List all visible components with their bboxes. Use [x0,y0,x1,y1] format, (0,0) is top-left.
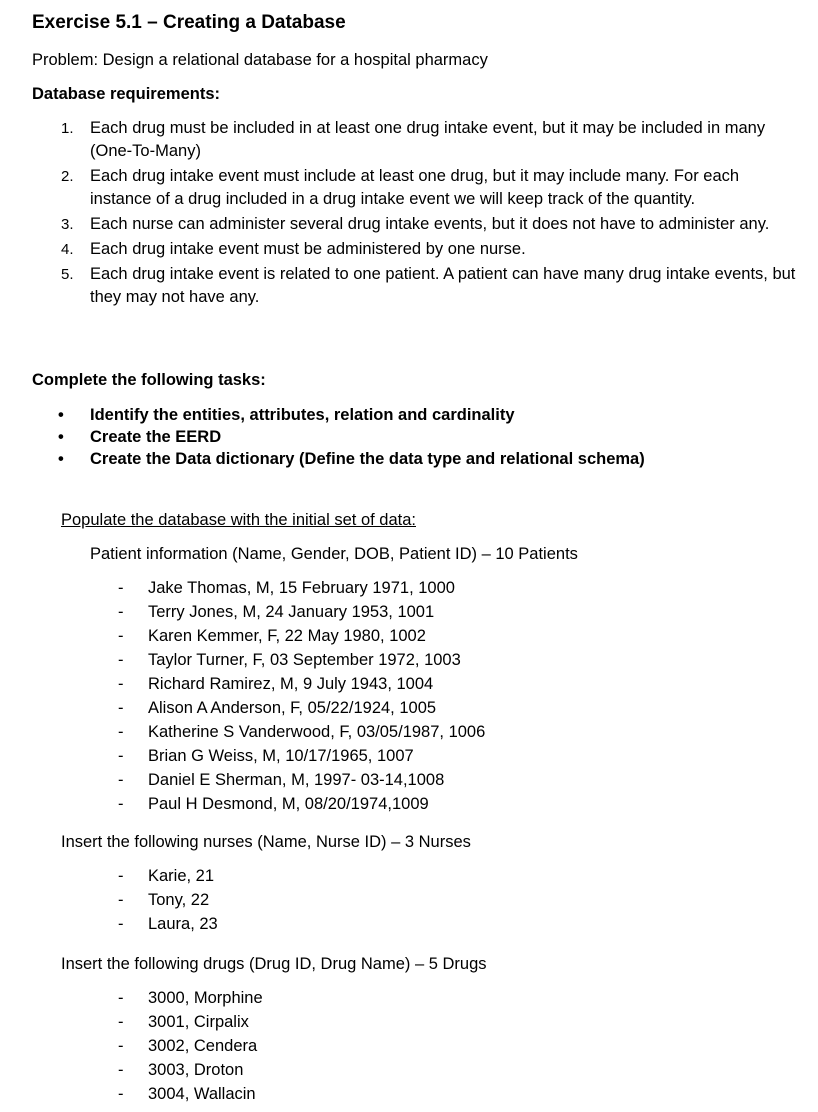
requirement-text: Each drug must be included in at least one drug intake event, but it may be included in many (One-To-Many) [90,119,766,160]
patient-text: Jake Thomas, M, 15 February 1971, 1000 [148,579,455,597]
nurse-item [0,889,700,911]
requirement-number: 2. [61,168,74,185]
drug-text: 3003, Droton [148,1061,244,1079]
patient-item [0,601,700,623]
dash-icon: - [118,1061,124,1079]
patient-item [0,673,700,695]
nurse-text: Laura, 23 [148,915,218,933]
requirement-item [0,213,800,236]
nurses-list [0,865,700,937]
dash-icon: - [118,651,124,669]
drugs-list [0,987,700,1107]
dash-icon: - [118,1013,124,1031]
task-text: Create the Data dictionary (Define the data type and relational schema) [90,450,645,468]
dash-icon: - [118,867,124,885]
tasks-heading: Complete the following tasks: [32,371,266,389]
patient-text: Katherine S Vanderwood, F, 03/05/1987, 1006 [148,723,486,741]
patient-item [0,793,700,815]
nurse-item [0,865,700,887]
drug-text: 3001, Cirpalix [148,1013,249,1031]
drug-text: 3004, Wallacin [148,1085,256,1103]
dash-icon: - [118,1085,124,1103]
task-item [0,404,800,426]
bullet-icon: • [58,406,64,424]
task-text: Identify the entities, attributes, relation and cardinality [90,406,515,424]
nurse-item [0,913,700,935]
dash-icon: - [118,989,124,1007]
page-title: Exercise 5.1 – Creating a Database [32,12,346,33]
patient-text: Brian G Weiss, M, 10/17/1965, 1007 [148,747,414,765]
requirement-number: 3. [61,216,74,233]
dash-icon: - [118,603,124,621]
patient-text: Daniel E Sherman, M, 1997- 03-14,1008 [148,771,445,789]
bullet-icon: • [58,450,64,468]
dash-icon: - [118,1037,124,1055]
drug-item [0,1059,700,1081]
requirement-number: 4. [61,241,74,258]
patient-item [0,577,700,599]
task-item [0,426,800,448]
drug-text: 3000, Morphine [148,989,263,1007]
requirements-list [0,117,800,311]
patient-text: Richard Ramirez, M, 9 July 1943, 1004 [148,675,434,693]
requirement-number: 5. [61,266,74,283]
dash-icon: - [118,795,124,813]
drug-item [0,987,700,1009]
dash-icon: - [118,723,124,741]
requirement-item [0,165,800,211]
patient-item [0,649,700,671]
patient-text: Terry Jones, M, 24 January 1953, 1001 [148,603,435,621]
requirement-text: Each nurse can administer several drug intake events, but it does not have to administer any. [90,215,770,233]
patient-text: Paul H Desmond, M, 08/20/1974,1009 [148,795,429,813]
drug-heading: Insert the following drugs (Drug ID, Drug Name) – 5 Drugs [61,955,487,973]
requirement-text: Each drug intake event must include at least one drug, but it may include many. For each instance of a drug included in a drug intake event we will keep track of the quantity. [90,167,740,208]
patient-text: Taylor Turner, F, 03 September 1972, 1003 [148,651,461,669]
patient-item [0,721,700,743]
requirement-number: 1. [61,120,74,137]
dash-icon: - [118,891,124,909]
patient-item [0,697,700,719]
patient-item [0,745,700,767]
patient-heading: Patient information (Name, Gender, DOB, Patient ID) – 10 Patients [90,545,578,563]
dash-icon: - [118,675,124,693]
drug-item [0,1083,700,1105]
drug-item [0,1011,700,1033]
dash-icon: - [118,915,124,933]
populate-heading: Populate the database with the initial set of data: [61,511,416,529]
nurse-text: Karie, 21 [148,867,215,885]
task-text: Create the EERD [90,428,222,446]
dash-icon: - [118,627,124,645]
dash-icon: - [118,699,124,717]
task-item [0,448,800,470]
dash-icon: - [118,771,124,789]
problem-statement: Problem: Design a relational database for a hospital pharmacy [32,51,488,69]
patient-text: Alison A Anderson, F, 05/22/1924, 1005 [148,699,437,717]
requirement-item [0,117,800,163]
requirement-text: Each drug intake event must be administered by one nurse. [90,240,526,258]
nurse-text: Tony, 22 [148,891,210,909]
requirement-item [0,263,800,309]
patient-item [0,769,700,791]
requirements-heading: Database requirements: [32,85,220,103]
dash-icon: - [118,747,124,765]
requirement-text: Each drug intake event is related to one patient. A patient can have many drug intake events, but they may not have any. [90,265,796,306]
drug-item [0,1035,700,1057]
bullet-icon: • [58,428,64,446]
patient-item [0,625,700,647]
patients-list [0,577,700,817]
dash-icon: - [118,579,124,597]
drug-text: 3002, Cendera [148,1037,258,1055]
requirement-item [0,238,800,261]
patient-text: Karen Kemmer, F, 22 May 1980, 1002 [148,627,426,645]
tasks-list [0,404,800,470]
nurse-heading: Insert the following nurses (Name, Nurse ID) – 3 Nurses [61,833,471,851]
